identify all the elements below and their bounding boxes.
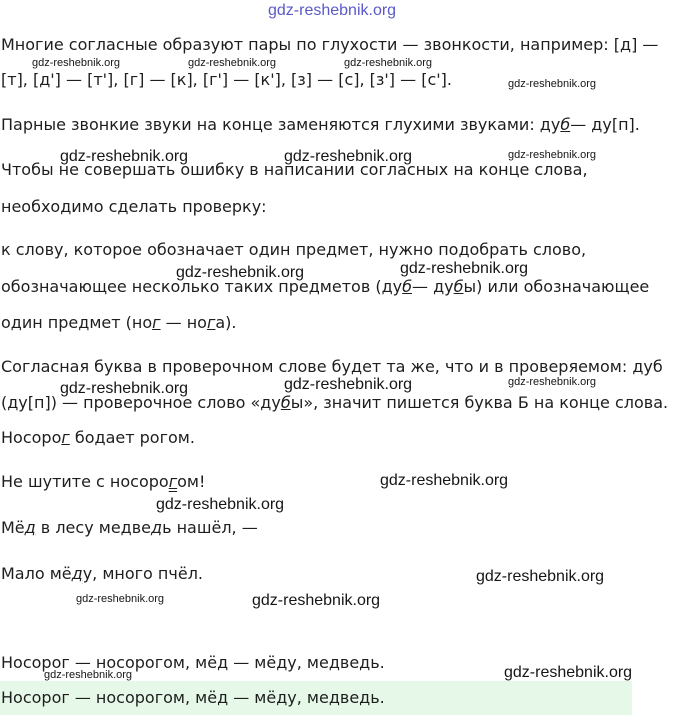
watermark: gdz-reshebnik.org (32, 57, 121, 69)
text-span: (ду[п]) — проверочное слово «ду (1, 393, 281, 412)
underlined-letter: г (61, 428, 70, 447)
underlined-letter: д (24, 518, 36, 537)
watermark: gdz-reshebnik.org (252, 592, 381, 609)
watermark: gdz-reshebnik.org (156, 496, 285, 513)
watermark: gdz-reshebnik.org (188, 57, 277, 69)
watermark: gdz-reshebnik.org (504, 664, 633, 681)
watermark: gdz-reshebnik.org (344, 57, 433, 69)
header-watermark[interactable]: gdz-reshebnik.org (268, 2, 397, 19)
text-line-1: Многие согласные образуют пары по глухости — звонкости, например: [д] — (1, 35, 659, 54)
underlined-letter: б (402, 277, 412, 296)
watermark: gdz-reshebnik.org (476, 568, 605, 585)
text-line-12 (1, 472, 205, 492)
text-span: Не шутите с носоро (1, 472, 169, 491)
watermark: gdz-reshebnik.org (176, 264, 305, 281)
text-span: а). (215, 313, 237, 332)
text-line-9: Согласная буква в проверочном слове будет та же, что и в проверяемом: дуб (1, 357, 663, 376)
watermark: gdz-reshebnik.org (284, 148, 413, 165)
double-underlined-letter: г (168, 472, 178, 491)
text-line-2: [т], [д'] — [т'], [г] — [к], [г'] — [к'], [з] — [с], [з'] — [с']. (1, 70, 452, 89)
underlined-letter: д (151, 518, 163, 537)
watermark: gdz-reshebnik.org (60, 380, 189, 397)
text-span: ом! (177, 472, 206, 491)
watermark: gdz-reshebnik.org (400, 260, 529, 277)
text-line-7 (1, 277, 649, 297)
text-line-3 (1, 115, 640, 135)
watermark: gdz-reshebnik.org (380, 472, 509, 489)
text-span: у, много пчёл. (82, 564, 203, 583)
text-span: в лесу медве (35, 518, 151, 537)
text-span: — ду (412, 277, 454, 296)
watermark: gdz-reshebnik.org (508, 376, 597, 388)
text-line-15: Носорог — носорогом, мёд — мёду, медведь. (1, 653, 385, 672)
text-span: Парные звонкие звуки на конце заменяются глухими звуками: ду (1, 115, 561, 134)
text-span: — ду[п]. (570, 115, 640, 134)
underlined-letter: б (280, 393, 291, 412)
underlined-letter: б (560, 115, 571, 134)
text-line-6: к слову, которое обозначает один предмет, нужно подобрать слово, (1, 240, 587, 259)
watermark: gdz-reshebnik.org (60, 148, 189, 165)
watermark: gdz-reshebnik.org (508, 78, 597, 90)
text-span: бодает рогом. (69, 428, 195, 447)
text-span: — но (160, 313, 207, 332)
text-span: ы) или обозначающее (463, 277, 650, 296)
underlined-letter: б (453, 277, 464, 296)
text-line-14 (1, 564, 203, 584)
text-span: Носоро (1, 428, 62, 447)
text-span: один предмет (но (1, 313, 153, 332)
text-line-8 (1, 313, 237, 333)
watermark: gdz-reshebnik.org (284, 376, 413, 393)
text-line-16: Носорог — носорогом, мёд — мёду, медведь. (1, 688, 385, 707)
watermark: gdz-reshebnik.org (44, 669, 133, 681)
text-span: обозначающее несколько таких предметов (ду (1, 277, 403, 296)
double-underlined-letter: д (71, 564, 83, 583)
text-span: Мало мё (1, 564, 72, 583)
underlined-letter: г (152, 313, 161, 332)
text-line-5: необходимо сделать проверку: (1, 197, 267, 216)
text-span: Мё (1, 518, 25, 537)
text-line-11 (1, 428, 195, 448)
underlined-letter: г (206, 313, 216, 332)
watermark: gdz-reshebnik.org (76, 593, 165, 605)
text-span: ы», значит пишется буква Б на конце слова. (290, 393, 669, 412)
text-line-13 (1, 518, 258, 538)
text-span: ь нашёл, — (162, 518, 258, 537)
watermark: gdz-reshebnik.org (508, 149, 597, 161)
text-line-4: Чтобы не совершать ошибку в написании согласных на конце слова, (1, 160, 588, 179)
